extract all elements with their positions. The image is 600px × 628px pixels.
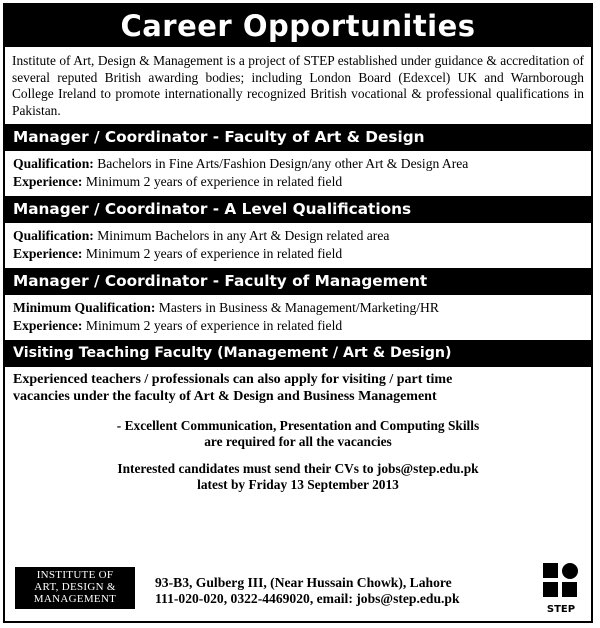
visiting-faculty-text: [5, 367, 591, 405]
apply-line: Interested candidates must send their CVs to jobs@step.edu.pk: [117, 461, 479, 477]
position-details-management: [5, 295, 591, 340]
apply-note: [5, 461, 591, 492]
qualification-label: Minimum Qualification:: [13, 300, 156, 316]
experience-text: Minimum 2 years of experience in related field: [82, 174, 343, 190]
address-line: 93-B3, Gulberg III, (Near Hussain Chowk), Lahore: [155, 575, 452, 590]
contact-line: 111-020-020, 0322-4469020, email: jobs@step.edu.pk: [155, 591, 460, 606]
skills-line: are required for all the vacancies: [204, 433, 392, 449]
position-heading-a-level: Manager / Coordinator - A Level Qualifications: [5, 196, 591, 223]
experience-label: Experience:: [13, 174, 83, 190]
apply-deadline: latest by Friday 13 September 2013: [197, 476, 399, 492]
step-label: STEP: [546, 604, 576, 615]
skills-note: [5, 418, 591, 449]
step-logo: [541, 561, 581, 615]
qualification-line: [13, 155, 583, 173]
qualification-text: Masters in Business & Management/Marketing/HR: [155, 300, 439, 316]
position-heading-art-design: Manager / Coordinator - Faculty of Art & Design: [5, 124, 591, 151]
qualification-text: Bachelors in Fine Arts/Fashion Design/any other Art & Design Area: [93, 156, 469, 172]
footer: [5, 561, 591, 617]
intro-paragraph: Institute of Art, Design & Management is a project of STEP established under guidance & accreditation of several reputed British awarding bodies; including London Board (Edexcel) UK and Warnborough College Ireland to promote internationally recognized British vocational & professional qualifications in Pakistan.: [12, 53, 584, 118]
logo-line: ART, DESIGN &: [34, 580, 116, 593]
position-details-art-design: [5, 151, 591, 196]
qualification-label: Qualification:: [13, 156, 94, 172]
experience-text: Minimum 2 years of experience in related field: [82, 318, 343, 334]
iadm-logo: [15, 567, 135, 609]
qualification-text: Minimum Bachelors in any Art & Design related area: [93, 228, 390, 244]
skills-line: - Excellent Communication, Presentation and Computing Skills: [116, 418, 480, 434]
position-details-a-level: [5, 223, 591, 268]
contact-address: [155, 575, 505, 607]
visiting-text-line: Experienced teachers / professionals can also apply for visiting / part time: [13, 372, 453, 388]
experience-line: [13, 317, 583, 335]
qualification-line: [13, 227, 583, 245]
qualification-line: [13, 299, 583, 317]
visiting-faculty-heading: Visiting Teaching Faculty (Management / Art & Design): [5, 340, 591, 367]
step-logo-icon: [541, 561, 581, 601]
qualification-label: Qualification:: [13, 228, 94, 244]
ad-title: Career Opportunities: [5, 5, 591, 47]
logo-line: INSTITUTE OF: [36, 569, 114, 581]
visiting-text-line: vacancies under the faculty of Art & Design and Business Management: [13, 389, 437, 405]
experience-text: Minimum 2 years of experience in related field: [82, 246, 343, 262]
logo-line: MANAGEMENT: [33, 592, 117, 605]
position-heading-management: Manager / Coordinator - Faculty of Management: [5, 268, 591, 295]
experience-label: Experience:: [13, 246, 83, 262]
experience-line: [13, 245, 583, 263]
job-advertisement: [3, 3, 593, 623]
experience-line: [13, 173, 583, 191]
experience-label: Experience:: [13, 318, 83, 334]
